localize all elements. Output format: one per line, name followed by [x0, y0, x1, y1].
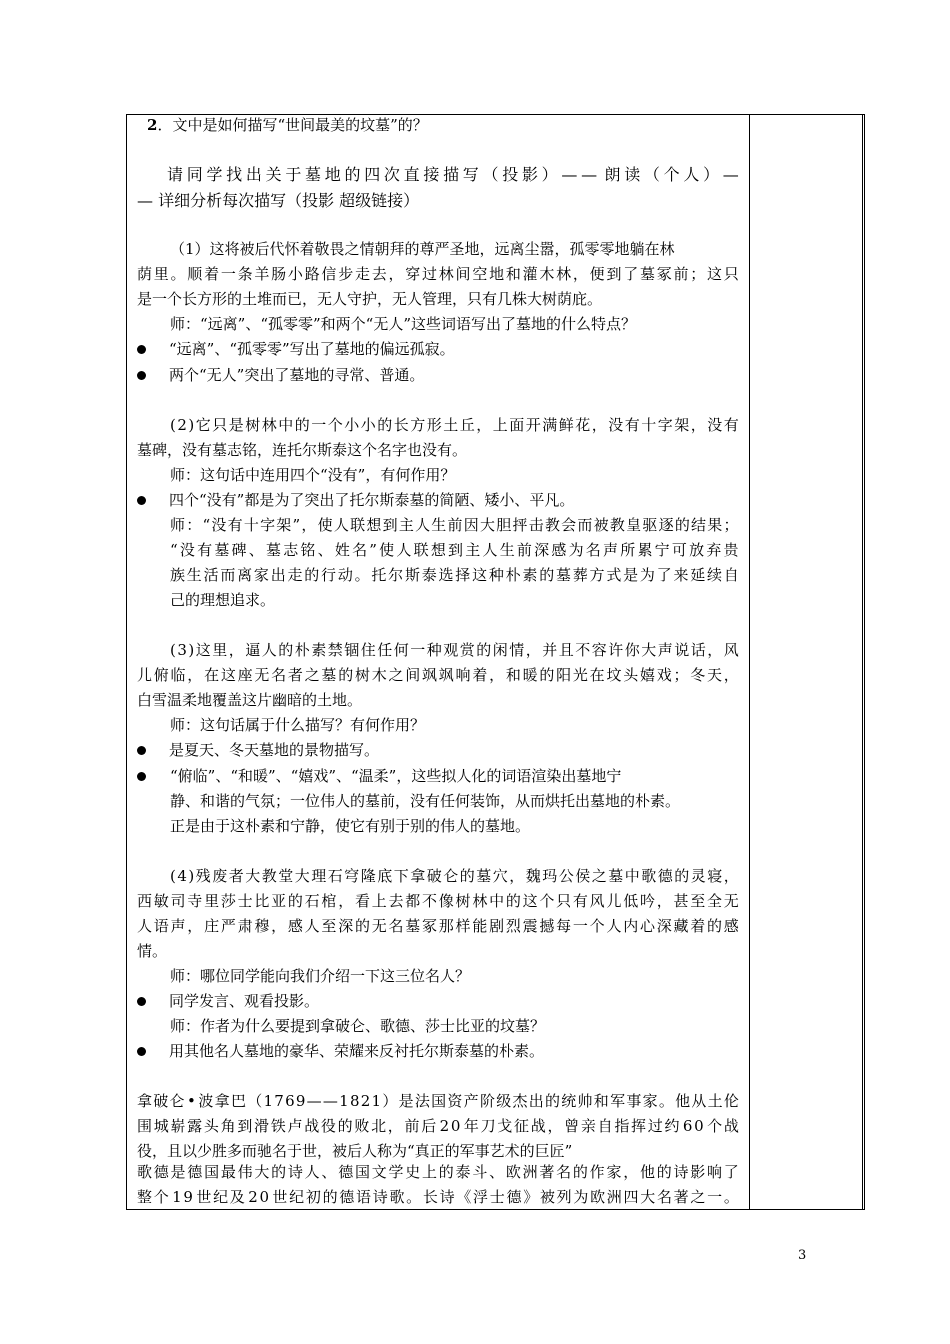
teacher-question: 师：这句话属于什么描写？有何作用？ — [170, 716, 426, 734]
bullet-icon — [137, 991, 146, 1011]
table-column-divider — [862, 115, 863, 1209]
teacher-question: 师：哪位同学能向我们介绍一下这三位名人？ — [170, 967, 471, 985]
section1-paragraph: （1）这将被后代怀着敬畏之情朝拜的尊严圣地，远离尘嚣，孤零零地躺在林 — [170, 240, 675, 258]
question-heading — [147, 115, 428, 135]
teacher-question: 师：作者为什么要提到拿破仑、歌德、莎士比亚的坟墓？ — [170, 1017, 546, 1035]
section4-paragraph: 人 语 声 ， 庄 严 肃 穆 ， 感 人 至 深 的 无 名 墓 冢 那 样 能 剧 烈 震 撼 每 一 个 人 内 心 深 藏 着 的 感 — [137, 917, 739, 935]
section3-paragraph: ( 3 ) 这 里 ， 逼 人 的 朴 素 禁 锢 住 任 何 一 种 观 赏 的 闲 情 ， 并 且 不 容 许 你 大 声 说 话 ， 风 — [170, 641, 739, 659]
bullet-icon — [137, 339, 146, 359]
lesson-table: 2．文中是如何描写“世间最美的坟墓”的？ 请 同 学 找 出 关 于 墓 地 的 四 次 直 接 描 写 （ 投 影 ） — — 朗 读 （ 个 人 ） — — 详细分析每次描写（投影 超级链接） （1）这将被后代怀着敬畏之情朝拜的尊严圣地，远离尘嚣，孤零零地躺在林 荫 里 。 顺 着 一 条 羊 肠 小 路 信 步 走 去 ， 穿 过 林 间 空 地 和 灌 木 林 ， 便 到 了 墓 冢 前 ； 这 只 是一个长方形的土堆而已，无人守护，无人管理，只有几株大树荫庇。 师：“远离”、“孤零零”和两个“无人”这些词语写出了墓地的什么特点？ “远离”、“孤零零”写出了墓地的偏远孤寂。 两个“无人”突出了墓地的寻常、普通。 ( 2 ) 它 只 是 树 林 中 的 一 个 小 小 的 长 方 形 土 丘 ， 上 面 开 满 鲜 花 ， 没 有 十 字 架 ， 没 有 墓碑，没有墓志铭，连托尔斯泰这个名字也没有。 师：这句话中连用四个“没有”，有何作用？ 四个“没有”都是为了突出了托尔斯泰墓的简陋、矮小、平凡。 师 ： “ 没 有 十 字 架 ” ， 使 人 联 想 到 主 人 生 前 因 大 胆 抨 击 教 会 而 被 教 皇 驱 逐 的 结 果 ； “ 没 有 墓 碑 、 墓 志 铭 、 姓 名 ” 使 人 联 想 到 主 人 生 前 深 感 为 名 声 所 累 宁 可 放 弃 贵 族 生 活 而 离 家 出 走 的 行 动 。 托 尔 斯 泰 选 择 这 种 朴 素 的 墓 葬 方 式 是 为 了 来 延 续 自 己的理想追求。 ( 3 ) 这 里 ， 逼 人 的 朴 素 禁 锢 住 任 何 一 种 观 赏 的 闲 情 ， 并 且 不 容 许 你 大 声 说 话 ， 风 儿 俯 临 ， 在 这 座 无 名 者 之 墓 的 树 木 之 间 飒 飒 响 着 ， 和 暖 的 阳 光 在 坟 头 嬉 戏 ； 冬 天 ， 白雪温柔地覆盖这片幽暗的土地。 师：这句话属于什么描写？有何作用？ 是夏天、冬天墓地的景物描写。 “俯临”、“和暖”、“嬉戏”、“温柔”，这些拟人化的词语渲染出墓地宁 静、和谐的气氛；一位伟人的墓前，没有任何装饰，从而烘托出墓地的朴素。 正是由于这朴素和宁静，使它有别于别的伟人的墓地。 ( 4 ) 残 废 者 大 教 堂 大 理 石 穹 隆 底 下 拿 破 仑 的 墓 穴 ， 魏 玛 公 侯 之 墓 中 歌 德 的 灵 寝 ， 西 敏 司 寺 里 莎 士 比 亚 的 石 棺 ， 看 上 去 都 不 像 树 林 中 的 这 个 只 有 风 儿 低 吟 ， 甚 至 全 无 人 语 声 ， 庄 严 肃 穆 ， 感 人 至 深 的 无 名 墓 冢 那 样 能 剧 烈 震 撼 每 一 个 人 内 心 深 藏 着 的 感 情。 师：哪位同学能向我们介绍一下这三位名人？ 同学发言、观看投影。 师：作者为什么要提到拿破仑、歌德、莎士比亚的坟墓？ 用其他名人墓地的豪华、荣耀来反衬托尔斯泰墓的朴素。 拿 破 仑 • 波 拿 巴 （ 1 7 6 9 — — 1 8 2 1 ） 是 法 国 资 产 阶 级 杰 出 的 统 帅 和 军 事 家 。 他 从 土 伦 围 城 崭 露 头 角 到 滑 铁 卢 战 役 的 败 北 ， 前 后 2 0 年 刀 戈 征 战 ， 曾 亲 自 指 挥 过 约 6 0 个 战 役，且以少胜多而驰名于世，被后人称为“真正的军事艺术的巨匠” 歌 德 是 德 国 最 伟 大 的 诗 人 、 德 国 文 学 史 上 的 泰 斗 、 欧 洲 著 名 的 作 家 ， 他 的 诗 影 响 了 整 个 1 9 世 纪 及 2 0 世 纪 初 的 德 语 诗 歌 。 长 诗 《 浮 士 德 》 被 列 为 欧 洲 四 大 名 著 之 一 。 — [126, 114, 865, 1210]
section3-paragraph: 儿 俯 临 ， 在 这 座 无 名 者 之 墓 的 树 木 之 间 飒 飒 响 着 ， 和 暖 的 阳 光 在 坟 头 嬉 戏 ； 冬 天 ， — [137, 666, 739, 684]
intro-line: 请 同 学 找 出 关 于 墓 地 的 四 次 直 接 描 写 （ 投 影 ） — — 朗 读 （ 个 人 ） — — [167, 165, 739, 184]
table-column-divider — [749, 115, 750, 1209]
note-line: 歌 德 是 德 国 最 伟 大 的 诗 人 、 德 国 文 学 史 上 的 泰 斗 、 欧 洲 著 名 的 作 家 ， 他 的 诗 影 响 了 — [137, 1163, 739, 1181]
bullet-continuation: 正是由于这朴素和宁静，使它有别于别的伟人的墓地。 — [170, 817, 531, 835]
section4-paragraph: 西 敏 司 寺 里 莎 士 比 亚 的 石 棺 ， 看 上 去 都 不 像 树 林 中 的 这 个 只 有 风 儿 低 吟 ， 甚 至 全 无 — [137, 892, 739, 910]
bullet-icon — [137, 365, 146, 385]
section3-paragraph: 白雪温柔地覆盖这片幽暗的土地。 — [137, 691, 363, 709]
section1-paragraph: 荫 里 。 顺 着 一 条 羊 肠 小 路 信 步 走 去 ， 穿 过 林 间 空 地 和 灌 木 林 ， 便 到 了 墓 冢 前 ； 这 只 — [137, 265, 739, 283]
section2-paragraph: 墓碑，没有墓志铭，连托尔斯泰这个名字也没有。 — [137, 441, 468, 459]
question-number: 2 — [147, 116, 158, 134]
intro-line: — 详细分析每次描写（投影 超级链接） — [137, 191, 420, 210]
note-line: 拿 破 仑 • 波 拿 巴 （ 1 7 6 9 — — 1 8 2 1 ） 是 法 国 资 产 阶 级 杰 出 的 统 帅 和 军 事 家 。 他 从 土 伦 — [137, 1092, 739, 1110]
note-line: 整 个 1 9 世 纪 及 2 0 世 纪 初 的 德 语 诗 歌 。 长 诗 《 浮 士 德 》 被 列 为 欧 洲 四 大 名 著 之 一 。 — [137, 1188, 739, 1206]
page-number: 3 — [798, 1248, 807, 1263]
bullet-icon — [137, 1041, 146, 1061]
note-line: 役，且以少胜多而驰名于世，被后人称为“真正的军事艺术的巨匠” — [137, 1142, 573, 1160]
bullet-icon — [137, 490, 146, 510]
bullet-icon — [137, 766, 146, 786]
teacher-remark: “ 没 有 墓 碑 、 墓 志 铭 、 姓 名 ” 使 人 联 想 到 主 人 生 前 深 感 为 名 声 所 累 宁 可 放 弃 贵 — [170, 541, 739, 559]
note-line: 围 城 崭 露 头 角 到 滑 铁 卢 战 役 的 败 北 ， 前 后 2 0 年 刀 戈 征 战 ， 曾 亲 自 指 挥 过 约 6 0 个 战 — [137, 1117, 739, 1135]
section4-paragraph: ( 4 ) 残 废 者 大 教 堂 大 理 石 穹 隆 底 下 拿 破 仑 的 墓 穴 ， 魏 玛 公 侯 之 墓 中 歌 德 的 灵 寝 ， — [170, 867, 739, 885]
section2-paragraph: ( 2 ) 它 只 是 树 林 中 的 一 个 小 小 的 长 方 形 土 丘 ， 上 面 开 满 鲜 花 ， 没 有 十 字 架 ， 没 有 — [170, 416, 739, 434]
bullet-continuation: 静、和谐的气氛；一位伟人的墓前，没有任何装饰，从而烘托出墓地的朴素。 — [170, 792, 681, 810]
section4-paragraph: 情。 — [137, 942, 168, 960]
bullet-icon — [137, 740, 146, 760]
teacher-remark: 己的理想追求。 — [170, 591, 276, 609]
teacher-question: 师：这句话中连用四个“没有”，有何作用？ — [170, 466, 456, 484]
teacher-question: 师：“远离”、“孤零零”和两个“无人”这些词语写出了墓地的什么特点？ — [170, 315, 637, 333]
teacher-remark: 族 生 活 而 离 家 出 走 的 行 动 。 托 尔 斯 泰 选 择 这 种 朴 素 的 墓 葬 方 式 是 为 了 来 延 续 自 — [170, 566, 739, 584]
teacher-remark: 师 ： “ 没 有 十 字 架 ” ， 使 人 联 想 到 主 人 生 前 因 大 胆 抨 击 教 会 而 被 教 皇 驱 逐 的 结 果 ； — [170, 516, 739, 534]
section1-paragraph: 是一个长方形的土堆而已，无人守护，无人管理，只有几株大树荫庇。 — [137, 290, 603, 308]
question-text: ．文中是如何描写“世间最美的坟墓”的？ — [157, 116, 428, 134]
